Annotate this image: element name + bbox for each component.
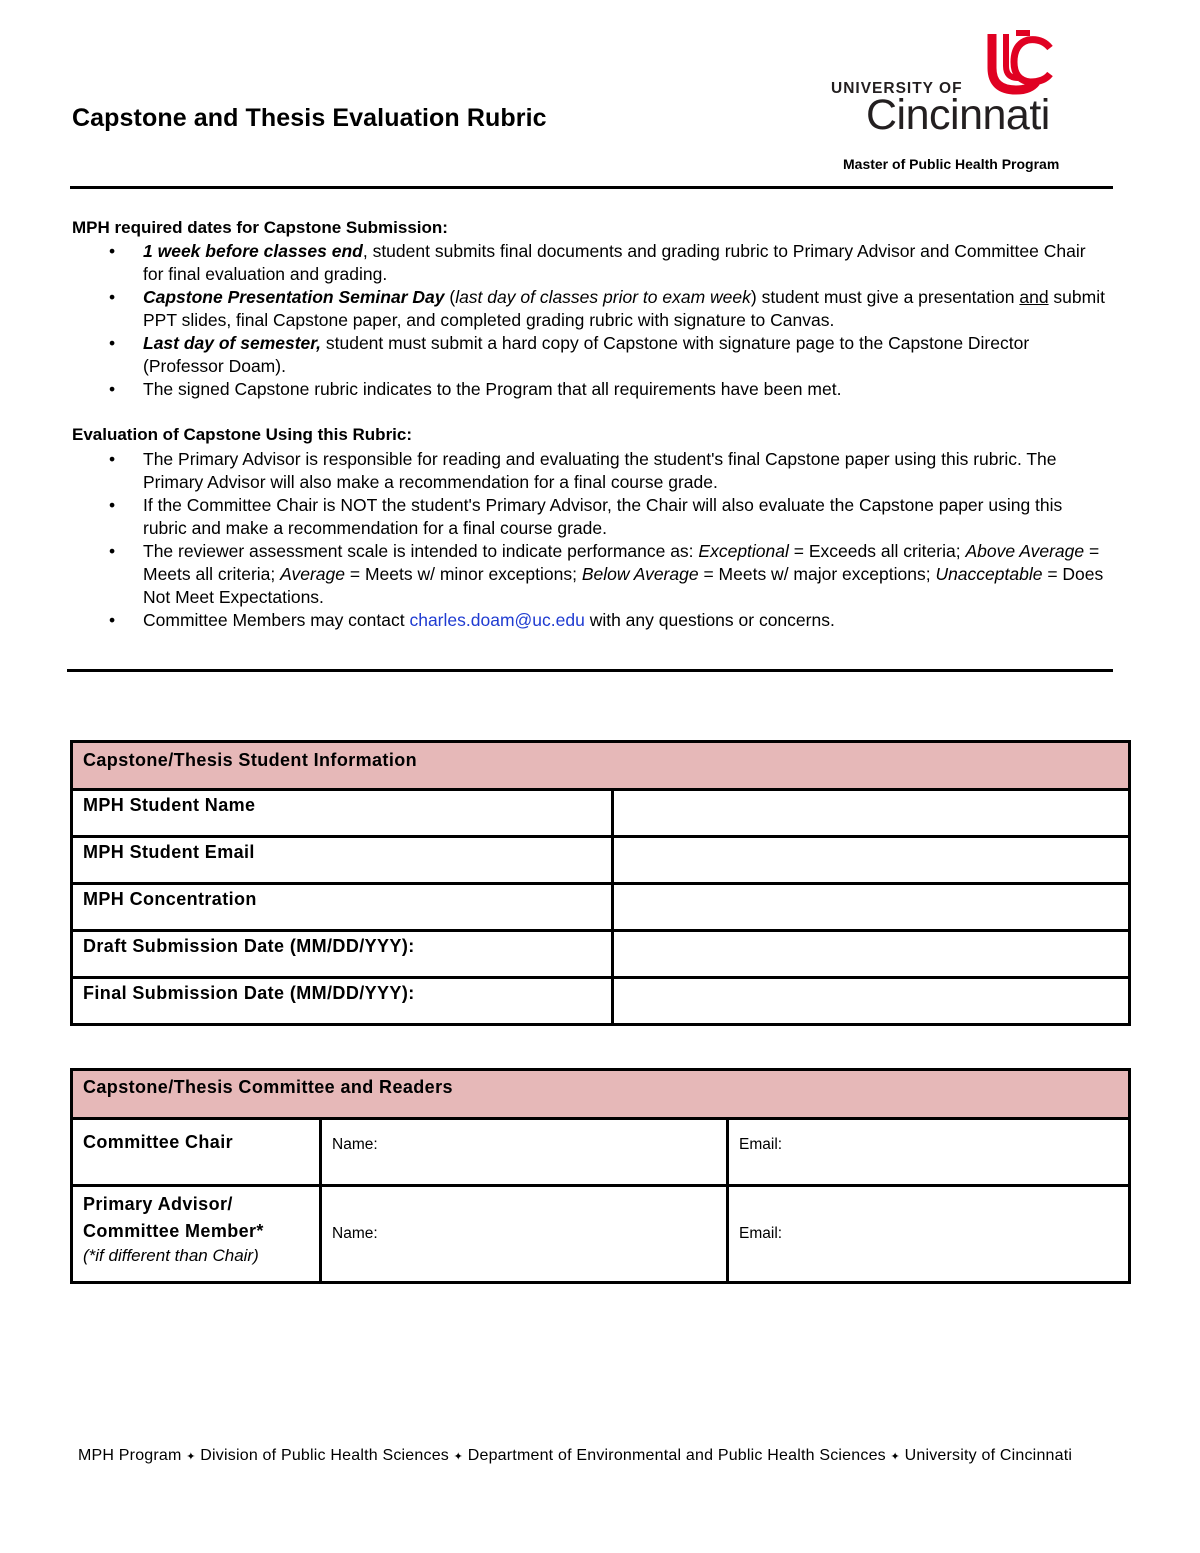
university-logo <box>828 30 1088 148</box>
final-date-field[interactable] <box>613 978 1130 1025</box>
evaluation-list <box>106 448 1106 632</box>
table-row <box>72 1186 1130 1283</box>
student-email-label: MPH Student Email <box>72 837 613 884</box>
concentration-field[interactable] <box>613 884 1130 931</box>
contact-email-link[interactable]: charles.doam@uc.edu <box>409 610 585 630</box>
separator-icon: ✦ <box>890 1451 900 1463</box>
table-row <box>72 978 1130 1025</box>
dates-heading: MPH required dates for Capstone Submission: <box>72 218 448 237</box>
list-item: • 1 week before classes end, student submits final documents and grading rubric to Primary Advisor and Committee Chair for final evaluation and grading. <box>109 241 1086 284</box>
page-footer: MPH Program ✦ Division of Public Health Sciences ✦ Department of Environmental and Public Health Sciences ✦ University of Cincinnati <box>78 1447 1073 1464</box>
logo-cincinnati-text: Cincinnati <box>866 91 1050 139</box>
page-title: Capstone and Thesis Evaluation Rubric <box>72 104 547 132</box>
student-info-table <box>70 740 1131 1026</box>
table-row <box>72 931 1130 978</box>
chair-email-field[interactable]: Email: <box>728 1119 1130 1186</box>
primary-advisor-label: Primary Advisor/ Committee Member* (*if different than Chair) <box>72 1186 321 1283</box>
draft-date-label: Draft Submission Date (MM/DD/YYY): <box>72 931 613 978</box>
student-name-label: MPH Student Name <box>72 790 613 837</box>
list-item: • The reviewer assessment scale is intended to indicate performance as: Exceptional = Exceeds all criteria; Above Average = Meets all criteria; Average = Meets w/ minor exceptions; Below Average = Meets w/ major exceptions; Unacceptable = Does Not Meet Expectations. <box>109 541 1104 607</box>
draft-date-field[interactable] <box>613 931 1130 978</box>
concentration-label: MPH Concentration <box>72 884 613 931</box>
separator-icon: ✦ <box>186 1451 196 1463</box>
program-name: Master of Public Health Program <box>843 156 1060 172</box>
committee-header: Capstone/Thesis Committee and Readers <box>72 1070 1130 1119</box>
list-item: • The signed Capstone rubric indicates to the Program that all requirements have been met. <box>109 379 842 399</box>
student-info-header: Capstone/Thesis Student Information <box>72 742 1130 790</box>
table-row <box>72 884 1130 931</box>
separator-icon: ✦ <box>453 1451 464 1463</box>
list-item: • Last day of semester, student must submit a hard copy of Capstone with signature page to the Capstone Director (Professor Doam). <box>109 333 1030 376</box>
logo-university-text: UNIVERSITY OF <box>831 80 963 97</box>
header-divider <box>70 186 1113 189</box>
table-row <box>72 837 1130 884</box>
list-item: • The Primary Advisor is responsible for reading and evaluating the student's final Capstone paper using this rubric. The Primary Advisor will also make a recommendation for a final course grade. <box>109 449 1057 492</box>
student-email-field[interactable] <box>613 837 1130 884</box>
evaluation-heading: Evaluation of Capstone Using this Rubric: <box>72 425 413 444</box>
section-divider <box>67 669 1113 672</box>
final-date-label: Final Submission Date (MM/DD/YYY): <box>72 978 613 1025</box>
dates-list <box>106 240 1106 401</box>
table-row <box>72 1119 1130 1186</box>
student-name-field[interactable] <box>613 790 1130 837</box>
advisor-name-field[interactable]: Name: <box>321 1186 728 1283</box>
list-item: • If the Committee Chair is NOT the student's Primary Advisor, the Chair will also evaluate the Capstone paper using this rubric and make a recommendation for a final course grade. <box>109 495 1063 538</box>
advisor-email-field[interactable]: Email: <box>728 1186 1130 1283</box>
list-item: • Capstone Presentation Seminar Day (last day of classes prior to exam week) student must give a presentation and submit PPT slides, final Capstone paper, and completed grading rubric with signature to Canvas. <box>109 287 1105 330</box>
committee-chair-label: Committee Chair <box>72 1119 321 1186</box>
uc-logo-mark-icon <box>978 30 1058 100</box>
chair-name-field[interactable]: Name: <box>321 1119 728 1186</box>
list-item: • Committee Members may contact charles.doam@uc.edu with any questions or concerns. <box>109 610 835 630</box>
table-row <box>72 790 1130 837</box>
committee-table <box>70 1068 1131 1284</box>
